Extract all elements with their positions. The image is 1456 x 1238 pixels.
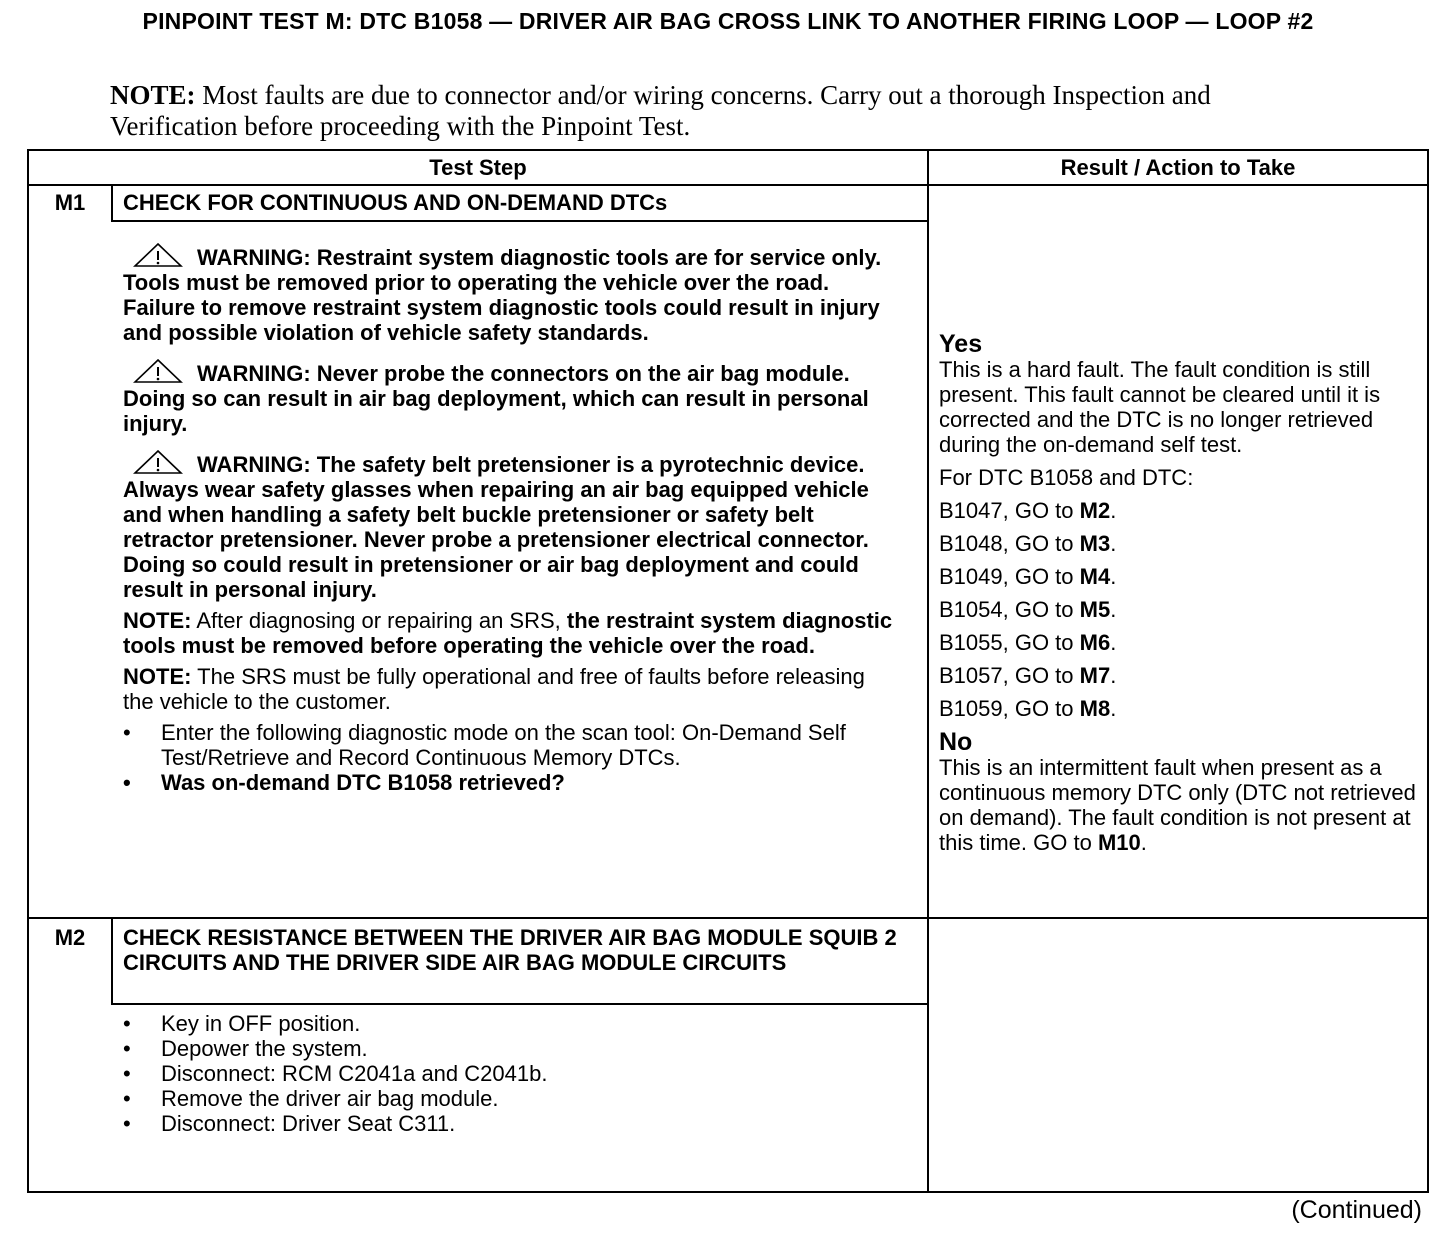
m1-title-divider: [111, 220, 927, 222]
pinpoint-table: [27, 149, 1429, 1193]
goto-step-link[interactable]: M2: [1079, 498, 1111, 523]
m2-bullet: • Key in OFF position.: [123, 1011, 893, 1036]
goto-line: B1047, GO to M2.: [939, 498, 1117, 523]
m2-bullet: • Disconnect: RCM C2041a and C2041b.: [123, 1061, 893, 1086]
goto-dtc: B1057, GO to: [939, 663, 1080, 688]
result-yes-label: Yes: [939, 330, 983, 358]
m1-m2-divider: [29, 917, 1427, 919]
step-id-m2: M2: [54, 925, 86, 950]
note-srs-operational: [123, 664, 893, 714]
warning-probe: [123, 359, 893, 436]
goto-line: B1049, GO to M4.: [939, 564, 1117, 589]
goto-step-link[interactable]: M7: [1079, 663, 1111, 688]
note-text: After diagnosing or repairing an SRS,: [191, 608, 567, 633]
m1-bullet-diagnostic-mode: • Enter the following diagnostic mode on the scan tool: On-Demand Self Test/Retrieve and Record Continuous Memory DTCs.: [123, 720, 893, 770]
m2-title-divider: [111, 1003, 927, 1005]
warning-pretensioner: [123, 450, 893, 602]
column-divider: [927, 151, 929, 1191]
m1-id-divider: [111, 186, 113, 221]
goto-dtc: B1059, GO to: [939, 696, 1080, 721]
header-divider: [29, 184, 1427, 186]
result-no-text: This is an intermittent fault when present as a continuous memory DTC only (DTC not retrieved on demand). The fault condition is not present at this time. GO to M10.: [939, 755, 1416, 855]
step-title-m1: CHECK FOR CONTINUOUS AND ON-DEMAND DTCs: [123, 190, 668, 215]
warning-text-tools: WARNING: Restraint system diagnostic tools are for service only. Tools must be removed prior to operating the vehicle over the road. Failure to remove restraint system diagnostic tools could result in injury and possible violation of vehicle safety standards.: [123, 245, 882, 345]
col-header-result: Result / Action to Take: [1060, 155, 1296, 180]
continued-label: (Continued): [1291, 1196, 1422, 1224]
goto-step-link[interactable]: M8: [1079, 696, 1111, 721]
note-label: NOTE:: [123, 664, 192, 689]
goto-dtc: B1049, GO to: [939, 564, 1080, 589]
note-srs-tools: [123, 608, 893, 658]
note-label: NOTE:: [123, 608, 192, 633]
result-yes-text: This is a hard fault. The fault condition is still present. This fault cannot be cleared until it is corrected and the DTC is no longer retrieved during the on-demand self test.: [939, 357, 1381, 457]
goto-step-link[interactable]: M5: [1079, 597, 1111, 622]
intro-note: [110, 80, 1310, 142]
m2-bullet: • Remove the driver air bag module.: [123, 1086, 893, 1111]
result-m1: [939, 331, 1419, 855]
warning-triangle-icon: [133, 359, 183, 383]
goto-line: B1054, GO to M5.: [939, 597, 1117, 622]
step-body-m2: [123, 1011, 893, 1136]
result-no-label: No: [939, 728, 973, 756]
goto-step-link[interactable]: M4: [1079, 564, 1111, 589]
goto-step-link[interactable]: M3: [1079, 531, 1111, 556]
warning-triangle-icon: [133, 450, 183, 474]
goto-dtc: B1055, GO to: [939, 630, 1080, 655]
result-no-body: This is an intermittent fault when present as a continuous memory DTC only (DTC not retrieved on demand). The fault condition is not present at this time. GO to: [939, 755, 1416, 855]
goto-step-link[interactable]: M6: [1079, 630, 1111, 655]
m2-id-divider: [111, 919, 113, 1004]
result-for-text: For DTC B1058 and DTC:: [939, 465, 1194, 490]
warning-text-probe: WARNING: Never probe the connectors on the air bag module. Doing so can result in air bag deployment, which can result in personal injury.: [123, 361, 869, 436]
m1-bullet-question: • Was on-demand DTC B1058 retrieved?: [123, 770, 893, 795]
step-body-m1: [123, 243, 893, 795]
m2-bullet: • Depower the system.: [123, 1036, 893, 1061]
goto-line: B1059, GO to M8.: [939, 696, 1117, 721]
intro-note-label: NOTE:: [110, 80, 196, 110]
goto-line: B1057, GO to M7.: [939, 663, 1117, 688]
goto-dtc: B1054, GO to: [939, 597, 1080, 622]
goto-step-link[interactable]: M10: [1097, 830, 1141, 855]
note-bold-text: the restraint system diagnostic tools must be removed before operating the vehicle over the road.: [123, 608, 893, 658]
goto-line: B1055, GO to M6.: [939, 630, 1117, 655]
warning-triangle-icon: [133, 243, 183, 267]
note-text: The SRS must be fully operational and free of faults before releasing the vehicle to the customer.: [123, 664, 865, 714]
goto-dtc: B1048, GO to: [939, 531, 1080, 556]
warning-tools: [123, 243, 893, 345]
page-title: PINPOINT TEST M: DTC B1058 — DRIVER AIR BAG CROSS LINK TO ANOTHER FIRING LOOP — LOOP #2: [142, 8, 1314, 34]
goto-line: B1048, GO to M3.: [939, 531, 1117, 556]
goto-dtc: B1047, GO to: [939, 498, 1080, 523]
step-id-m1: M1: [54, 190, 86, 215]
step-title-m2: CHECK RESISTANCE BETWEEN THE DRIVER AIR BAG MODULE SQUIB 2 CIRCUITS AND THE DRIVER SIDE AIR BAG MODULE CIRCUITS: [123, 925, 897, 975]
intro-note-text: Most faults are due to connector and/or wiring concerns. Carry out a thorough Inspection and Verification before proceeding with the Pinpoint Test.: [110, 80, 1211, 141]
col-header-test-step: Test Step: [429, 155, 527, 180]
m2-bullet: • Disconnect: Driver Seat C311.: [123, 1111, 893, 1136]
warning-text-pretensioner: WARNING: The safety belt pretensioner is a pyrotechnic device. Always wear safety glasses when repairing an air bag equipped vehicle and when handling a safety belt buckle pretensioner or safety belt retractor pretensioner. Never probe a pretensioner electrical connector. Doing so could result in pretensioner or air bag deployment and could result in personal injury.: [123, 452, 869, 602]
